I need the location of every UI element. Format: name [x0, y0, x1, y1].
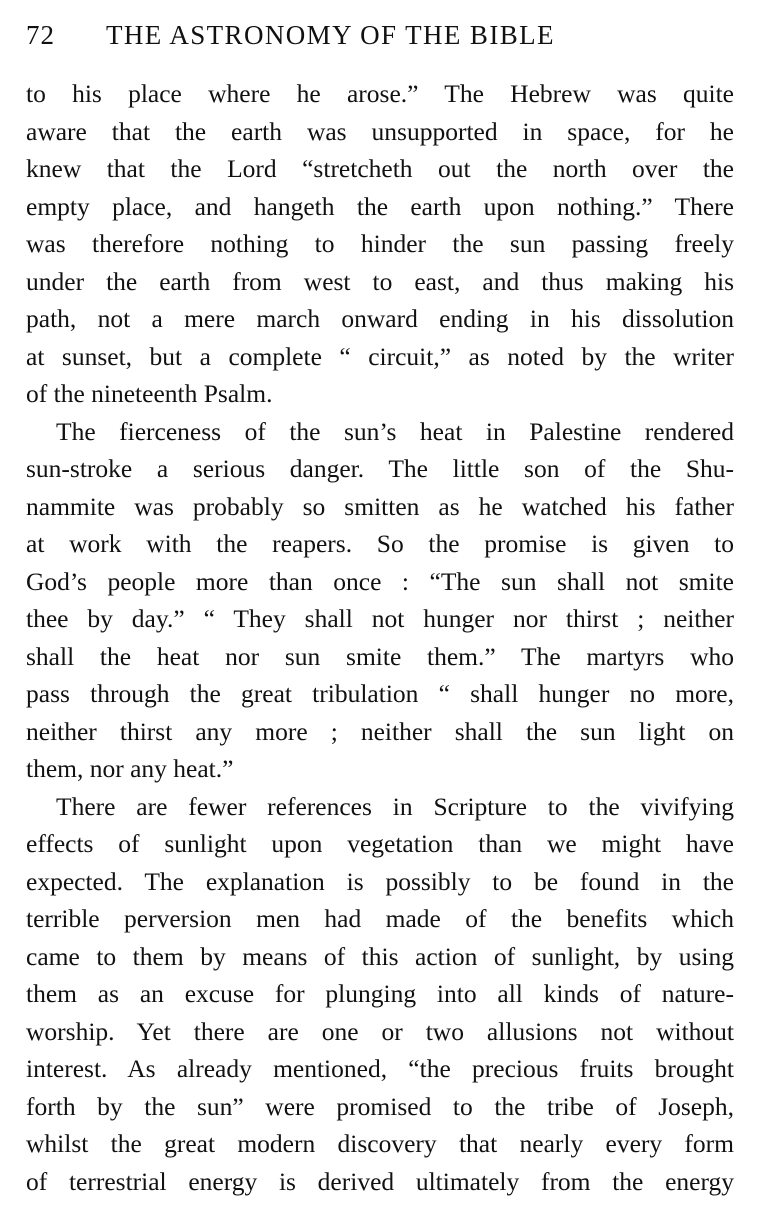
text-line: path, not a mere march onward ending in his dissolution	[26, 304, 734, 333]
text-line: effects of sunlight upon vegetation than we might have	[26, 829, 734, 858]
text-line: pass through the great tribulation “ shall hunger no more,	[26, 679, 734, 708]
text-line: under the earth from west to east, and thus making his	[26, 266, 734, 296]
text-line: neither thirst any more ; neither shall the sun light on	[26, 716, 734, 746]
text-line: The fierceness of the sun’s heat in Palestine rendered	[56, 416, 734, 446]
text-line: whilst the great modern discovery that nearly every form	[26, 1129, 734, 1158]
running-header	[26, 15, 736, 55]
text-line: terrible perversion men had made of the benefits which	[26, 904, 734, 933]
text-line: of terrestrial energy is derived ultimately from the energy	[26, 1166, 734, 1196]
text-line: worship. Yet there are one or two allusions not without	[26, 1016, 734, 1046]
text-line: sun-stroke a serious danger. The little son of the Shu-	[26, 454, 734, 483]
text-line: at sunset, but a complete “ circuit,” as noted by the writer	[26, 341, 734, 371]
text-line: expected. The explanation is possibly to be found in the	[26, 866, 734, 896]
text-line: forth by the sun” were promised to the tribe of Joseph,	[26, 1091, 734, 1121]
text-line: them, nor any heat.”	[26, 754, 234, 783]
text-line: at work with the reapers. So the promise is given to	[26, 529, 734, 558]
text-line: of the nineteenth Psalm.	[26, 379, 273, 408]
running-title: THE ASTRONOMY OF THE BIBLE	[106, 20, 555, 50]
text-line: shall the heat nor sun smite them.” The martyrs who	[26, 641, 734, 671]
text-line: thee by day.” “ They shall not hunger nor thirst ; neither	[26, 604, 734, 633]
text-line: God’s people more than once : “The sun shall not smite	[26, 566, 734, 596]
text-line: was therefore nothing to hinder the sun passing freely	[26, 229, 734, 258]
page-number: 72	[26, 20, 55, 50]
text-line: interest. As already mentioned, “the precious fruits brought	[26, 1054, 734, 1083]
text-line: aware that the earth was unsupported in space, for he	[26, 116, 734, 146]
text-line: them as an excuse for plunging into all kinds of nature-	[26, 979, 734, 1008]
text-line: There are fewer references in Scripture to the vivifying	[56, 791, 734, 821]
body-text	[26, 75, 734, 1200]
text-line: to his place where he arose.” The Hebrew was quite	[26, 79, 734, 108]
text-line: knew that the Lord “stretcheth out the north over the	[26, 154, 734, 183]
text-line: nammite was probably so smitten as he watched his father	[26, 491, 734, 521]
text-line: came to them by means of this action of sunlight, by using	[26, 941, 734, 971]
text-line: empty place, and hangeth the earth upon nothing.” There	[26, 191, 734, 221]
